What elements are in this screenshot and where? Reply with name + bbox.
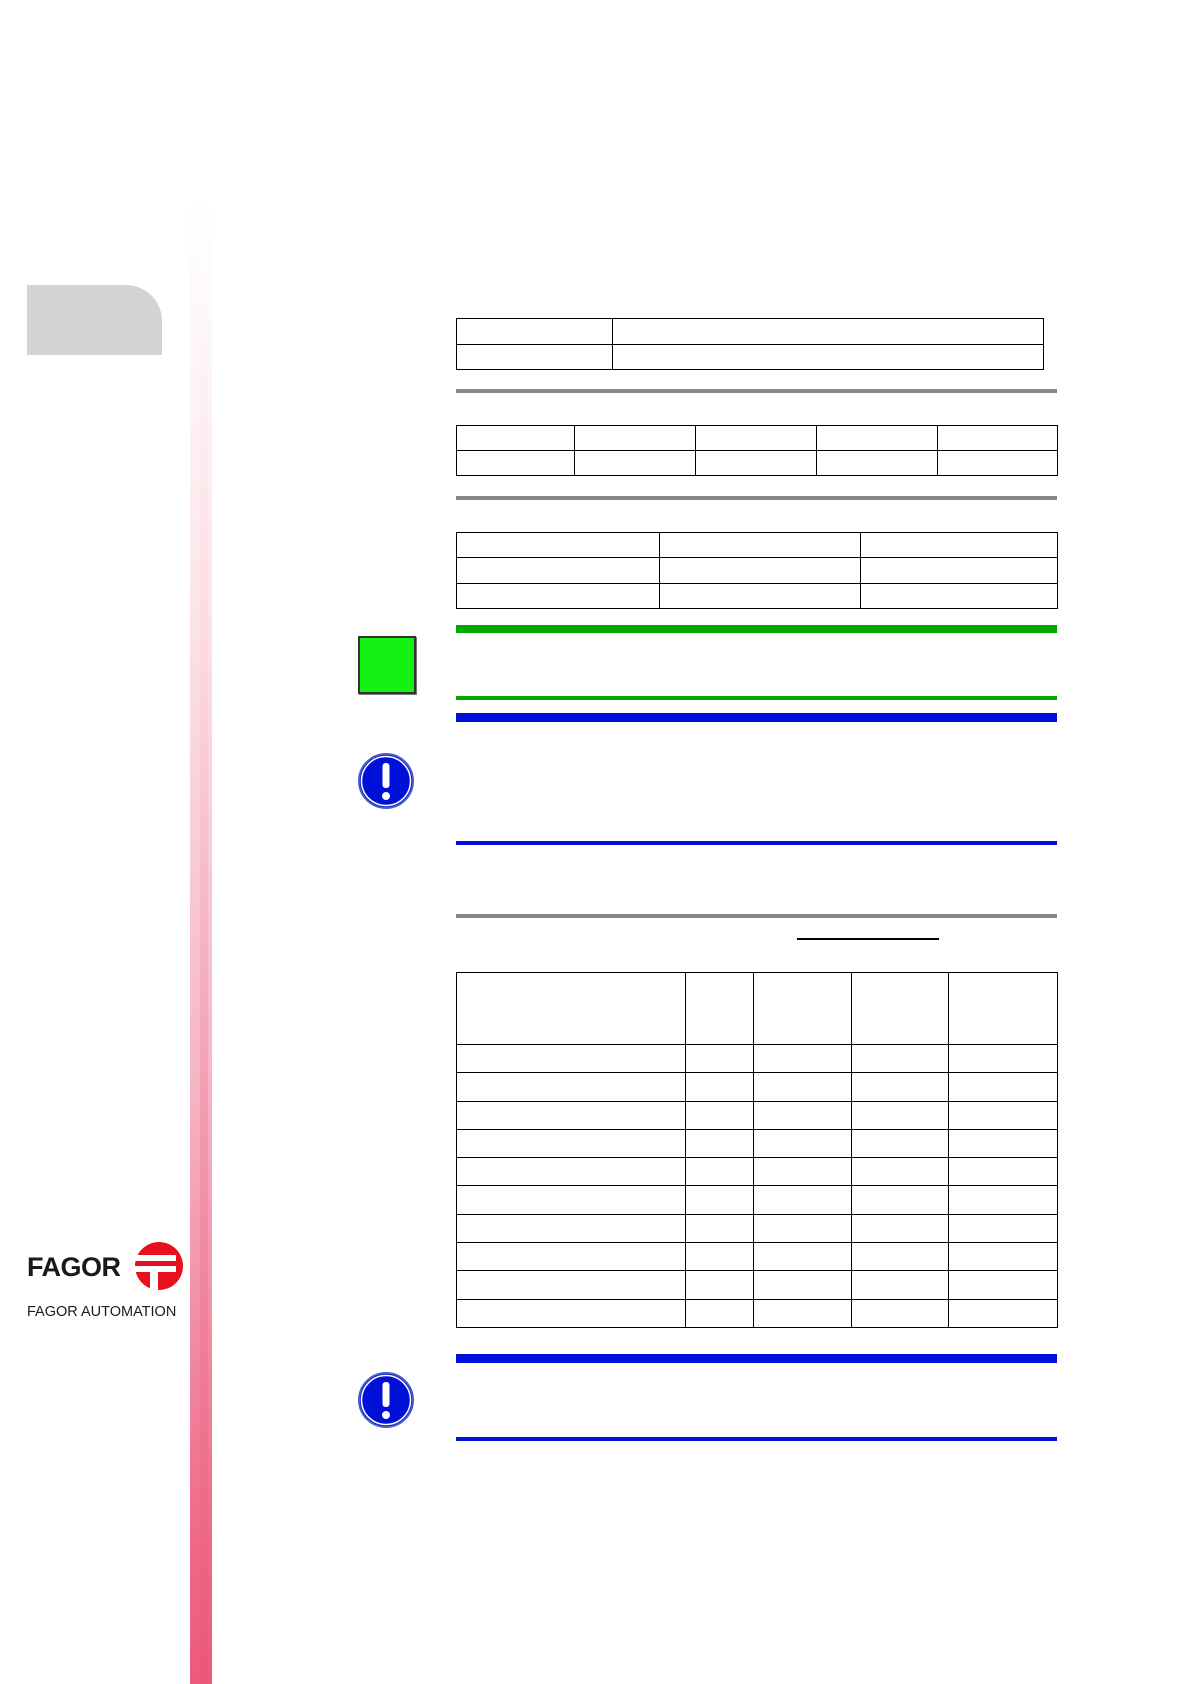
table-cell [938, 451, 1058, 476]
table-cell [686, 1045, 754, 1073]
table-cell [852, 1214, 949, 1242]
table-cell [575, 426, 696, 451]
table-row [457, 1129, 1058, 1157]
table-b [456, 425, 1058, 476]
table-cell [754, 1129, 852, 1157]
table-header-cell [686, 973, 754, 1045]
table-cell [575, 451, 696, 476]
table-cell [949, 1299, 1058, 1327]
table-cell [852, 1243, 949, 1271]
table-header-cell [754, 973, 852, 1045]
table-header-cell [949, 973, 1058, 1045]
table-cell [949, 1129, 1058, 1157]
table-cell [457, 426, 575, 451]
table-cell [852, 1299, 949, 1327]
table-cell [852, 1073, 949, 1101]
fagor-mark-icon [132, 1242, 186, 1290]
table-cell [457, 1243, 686, 1271]
exclamation-circle-icon [357, 1371, 415, 1429]
table-cell [754, 1271, 852, 1299]
warning-top-rule [456, 713, 1057, 722]
table-row [457, 426, 1058, 451]
table-cell [660, 558, 861, 583]
table-cell [457, 451, 575, 476]
table-cell [861, 558, 1058, 583]
table-cell [457, 344, 613, 370]
table-cell [457, 1186, 686, 1214]
table-row [457, 344, 1044, 370]
table-cell [949, 1186, 1058, 1214]
table-cell [949, 1243, 1058, 1271]
table-cell [817, 426, 938, 451]
table-cell [457, 1129, 686, 1157]
table-row [457, 319, 1044, 345]
table-cell [660, 533, 861, 558]
brand-subtitle: FAGOR AUTOMATION [27, 1304, 177, 1320]
table-cell [686, 1129, 754, 1157]
table-cell [817, 451, 938, 476]
table-row [457, 1243, 1058, 1271]
table-cell [949, 1073, 1058, 1101]
table-row [457, 533, 1058, 558]
table-cell [852, 1129, 949, 1157]
table-row [457, 1186, 1058, 1214]
brand-name: FAGOR [27, 1252, 121, 1282]
green-square-icon [358, 636, 416, 694]
table-header-row [457, 973, 1058, 1045]
table-cell [949, 1271, 1058, 1299]
table-row [457, 1158, 1058, 1186]
table-cell [457, 1214, 686, 1242]
table-cell [852, 1101, 949, 1129]
table-a [456, 318, 1044, 370]
table-cell [686, 1186, 754, 1214]
table-cell [861, 533, 1058, 558]
table-cell [754, 1073, 852, 1101]
table-cell [754, 1101, 852, 1129]
table-cell [686, 1214, 754, 1242]
table-cell [754, 1186, 852, 1214]
table-cell [852, 1186, 949, 1214]
table-row [457, 1101, 1058, 1129]
table-header-cell [852, 973, 949, 1045]
warning-bottom-rule [456, 841, 1057, 845]
table-c [456, 532, 1058, 609]
table-cell [457, 1073, 686, 1101]
chapter-tab [27, 285, 162, 355]
underline-stub [797, 938, 939, 940]
table-cell [852, 1158, 949, 1186]
table-cell [949, 1045, 1058, 1073]
section-divider [456, 496, 1057, 500]
table-cell [938, 426, 1058, 451]
table-cell [686, 1073, 754, 1101]
table-cell [457, 1299, 686, 1327]
table-cell [754, 1158, 852, 1186]
table-cell [949, 1101, 1058, 1129]
table-cell [613, 319, 1044, 345]
table-row [457, 1214, 1058, 1242]
table-cell [613, 344, 1044, 370]
table-cell [861, 583, 1058, 608]
table-row [457, 451, 1058, 476]
table-row [457, 1299, 1058, 1327]
table-row [457, 1045, 1058, 1073]
table-cell [457, 1158, 686, 1186]
warning-bottom-rule [456, 1437, 1057, 1441]
table-cell [852, 1045, 949, 1073]
table-cell [686, 1243, 754, 1271]
table-cell [660, 583, 861, 608]
fagor-logo [27, 1242, 187, 1324]
table-cell [754, 1243, 852, 1271]
table-cell [949, 1214, 1058, 1242]
table-cell [457, 558, 660, 583]
table-cell [696, 451, 817, 476]
table-cell [457, 1271, 686, 1299]
table-cell [457, 583, 660, 608]
table-cell [754, 1214, 852, 1242]
table-cell [754, 1045, 852, 1073]
section-divider [456, 389, 1057, 393]
table-cell [686, 1271, 754, 1299]
exclamation-circle-icon [357, 752, 415, 810]
table-cell [852, 1271, 949, 1299]
table-row [457, 1271, 1058, 1299]
table-cell [949, 1158, 1058, 1186]
note-bottom-rule [456, 696, 1057, 700]
table-cell [457, 533, 660, 558]
side-strip-inner [200, 230, 208, 1684]
table-cell [457, 1101, 686, 1129]
table-header-cell [457, 973, 686, 1045]
table-row [457, 1073, 1058, 1101]
table-row [457, 558, 1058, 583]
table-cell [686, 1101, 754, 1129]
warning-top-rule [456, 1354, 1057, 1363]
table-cell [457, 1045, 686, 1073]
table-row [457, 583, 1058, 608]
table-cell [686, 1299, 754, 1327]
table-cell [696, 426, 817, 451]
note-top-rule [456, 625, 1057, 633]
table-cell [754, 1299, 852, 1327]
table-cell [686, 1158, 754, 1186]
table-cell [457, 319, 613, 345]
section-divider [456, 914, 1057, 918]
table-d [456, 972, 1058, 1328]
